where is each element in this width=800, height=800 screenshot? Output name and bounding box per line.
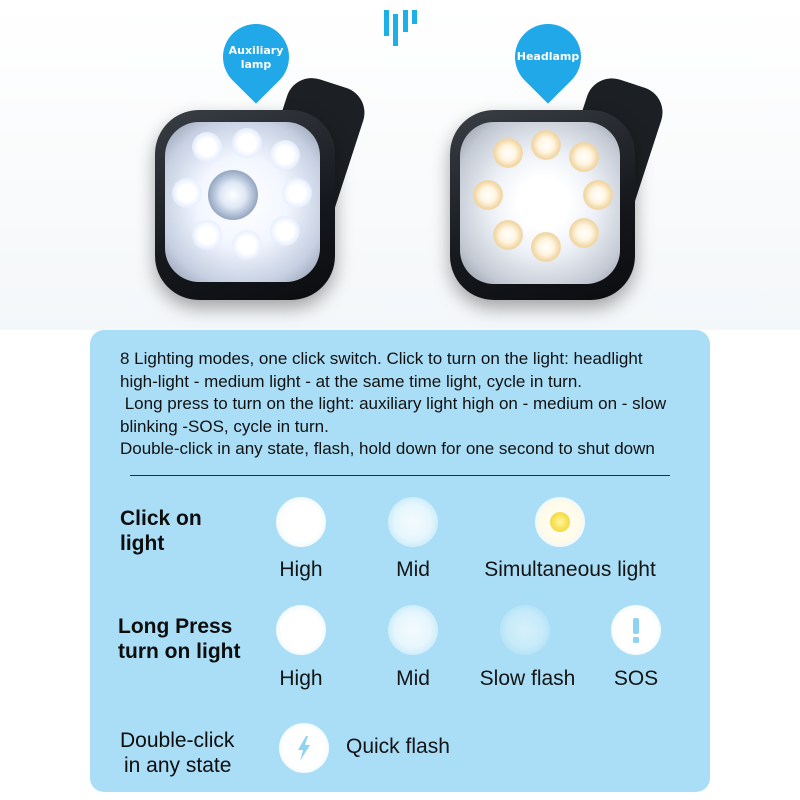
high-light-dot bbox=[276, 605, 326, 655]
brand-logo-icon bbox=[381, 10, 421, 46]
mid-light-dot bbox=[388, 605, 438, 655]
slow-flash-dot bbox=[500, 605, 550, 655]
description-line: 8 Lighting modes, one click switch. Click to turn on the light: headlight bbox=[120, 349, 643, 368]
double-click-label: Double-click in any state bbox=[120, 729, 235, 777]
long-press-label: Long Press turn on light bbox=[118, 615, 241, 663]
description-line: high-light - medium light - at the same time light, cycle in turn. bbox=[120, 371, 583, 391]
mode-caption: SOS bbox=[613, 667, 659, 690]
mode-description bbox=[120, 348, 700, 461]
mode-caption: Slow flash bbox=[479, 667, 576, 690]
mode-caption: Quick flash bbox=[346, 735, 450, 758]
sos-dot bbox=[611, 605, 661, 655]
quick-flash-dot bbox=[279, 723, 329, 773]
divider bbox=[130, 475, 670, 476]
mode-caption: Mid bbox=[396, 667, 430, 690]
mode-caption: High bbox=[279, 667, 323, 690]
lightning-icon bbox=[279, 723, 329, 773]
simultaneous-light-dot bbox=[535, 497, 585, 547]
headlamp-photo bbox=[445, 70, 655, 310]
auxiliary-lamp-photo bbox=[150, 70, 360, 310]
product-photo-area bbox=[0, 0, 800, 330]
click-on-light-label: Click on light bbox=[120, 507, 202, 555]
high-light-dot bbox=[276, 497, 326, 547]
mode-caption: Simultaneous light bbox=[484, 558, 656, 581]
exclamation-icon bbox=[611, 605, 661, 655]
headlamp-label: Headlamp bbox=[516, 50, 580, 63]
description-line: blinking -SOS, cycle in turn. bbox=[120, 416, 329, 436]
mid-light-dot bbox=[388, 497, 438, 547]
mode-caption: High bbox=[279, 558, 323, 581]
auxiliary-lamp-label: Auxiliary lamp bbox=[228, 44, 284, 71]
description-line: Double-click in any state, flash, hold down for one second to shut down bbox=[120, 439, 655, 458]
description-line: Long press to turn on the light: auxiliary light high on - medium on - slow bbox=[120, 394, 667, 413]
mode-caption: Mid bbox=[396, 558, 430, 581]
